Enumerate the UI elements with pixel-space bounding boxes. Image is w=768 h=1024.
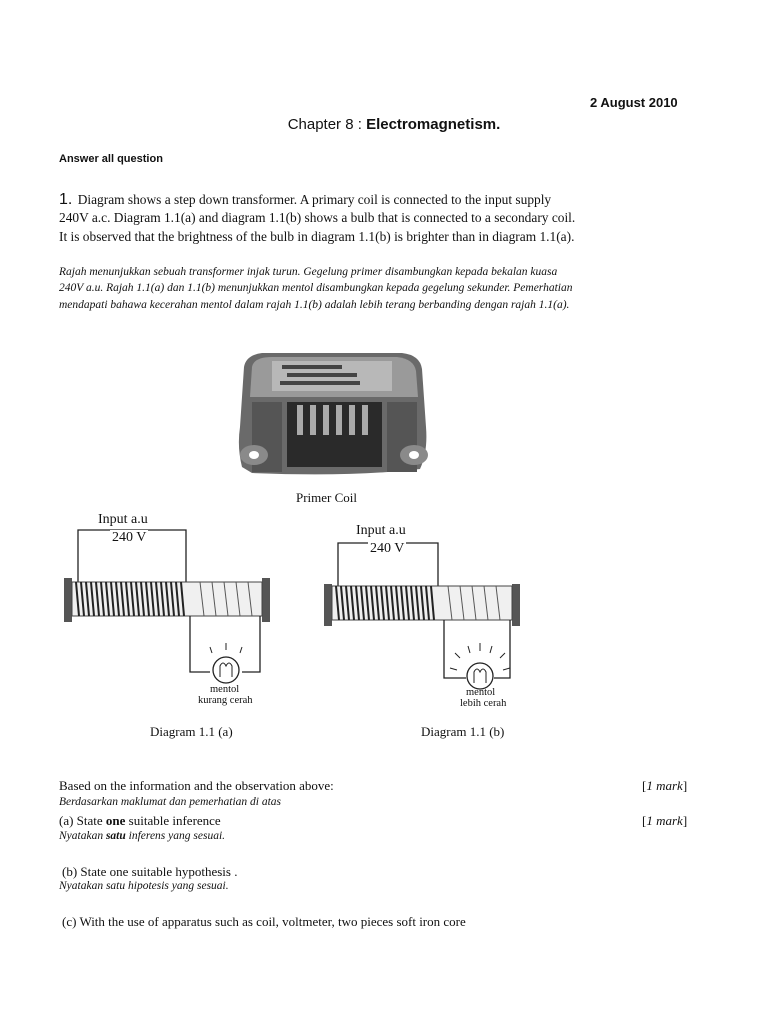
diagram-a-drawing — [60, 510, 290, 725]
question-1-malay: Rajah menunjukkan sebuah transformer injak turun. Gegelung primer disambungkan kepada bekalan kuasa 240V a.u. Rajah 1.1(a) dan 1.1(b) menunjukkan mentol disambungkan kepada gegelung sekunder. Pemerhatian mendapati bahawa kecerahan mentol dalam rajah 1.1(b) adalah lebih terang berbanding dengan rajah 1.1(a). — [59, 266, 573, 311]
diagram-b-input-label: Input a.u — [356, 523, 406, 538]
part-a-pre: (a) State — [59, 813, 106, 828]
part-c-text: (c) With the use of apparatus such as coil, voltmeter, two pieces soft iron core — [62, 914, 466, 929]
chapter-name: Electromagnetism. — [366, 116, 501, 133]
based-on-mark-value: 1 mark — [646, 778, 683, 793]
document-date: 2 August 2010 — [590, 95, 678, 110]
diagram-b-voltage-label: 240 V — [370, 541, 405, 556]
part-a-mark: [1 mark] — [642, 813, 688, 828]
based-on-malay: Berdasarkan maklumat dan pemerhatian di atas — [59, 796, 281, 808]
diagram-a-caption: Diagram 1.1 (a) — [150, 724, 233, 739]
part-a-malay-bold: satu — [105, 830, 126, 842]
diagram-a — [60, 510, 290, 725]
diagram-a-input-label: Input a.u — [98, 512, 148, 527]
part-a-mark-value: 1 mark — [646, 813, 683, 828]
part-b-malay: Nyatakan satu hipotesis yang sesuai. — [59, 880, 229, 892]
part-a-text — [59, 813, 221, 829]
based-on-text: Based on the information and the observation above: — [59, 778, 334, 793]
part-b-text: (b) State one suitable hypothesis . — [62, 864, 238, 879]
diagram-a-voltage-label: 240 V — [112, 530, 147, 545]
diagram-b — [320, 510, 530, 725]
diagram-b-bulb-label: mentol — [466, 687, 496, 698]
chapter-prefix: Chapter 8 : — [287, 116, 362, 133]
part-a-post: suitable inference — [125, 813, 221, 828]
diagram-b-drawing — [320, 510, 530, 725]
transformer-photo — [232, 347, 432, 490]
part-a-bold: one — [105, 813, 126, 828]
diagram-b-bulb-state: lebih cerah — [460, 698, 507, 709]
diagram-a-bulb-state: kurang cerah — [198, 695, 253, 706]
part-a-malay — [59, 830, 225, 842]
question-number: 1. — [59, 191, 73, 208]
part-a-malay-pre: Nyatakan — [59, 830, 106, 842]
diagram-a-bulb-label: mentol — [210, 684, 240, 695]
based-on-mark: [1 mark] — [642, 778, 688, 793]
question-1-text: Diagram shows a step down transformer. A primary coil is connected to the input supply 240V a.c. Diagram 1.1(a) and diagram 1.1(b) shows a bulb that is connected to a secondary coil. It is observed that the brightness of the bulb in diagram 1.1(b) is brighter than in diagram 1.1(a). — [59, 192, 576, 244]
part-a-malay-post: inferens yang sesuai. — [125, 830, 226, 842]
chapter-title — [0, 116, 768, 133]
instruction: Answer all question — [59, 153, 163, 165]
diagram-b-caption: Diagram 1.1 (b) — [421, 724, 505, 739]
question-1-english — [59, 191, 579, 246]
photo-caption: Primer Coil — [296, 490, 358, 505]
